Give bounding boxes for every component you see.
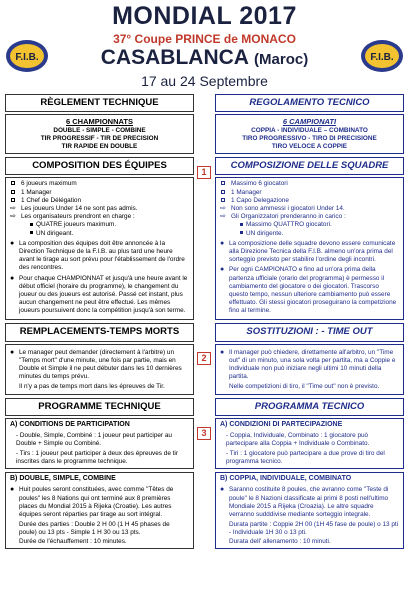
paragraph: ● Huit poules seront constituées, avec comme "Têtes de poules" les 8 Nations qui ont terminé aux 8 premières places du Mondial 2015 à Rijeka (Croatie). Les autres équipes seront réparties par tirage au sort intégral.: [10, 486, 174, 518]
page-title: MONDIAL 2017: [112, 2, 297, 30]
programma-title: PROGRAMMA TECNICO: [215, 398, 404, 416]
list-item: 1 Manager: [220, 189, 399, 197]
square-bullet-icon: [240, 231, 243, 234]
sub-item: UN dirigente.: [220, 230, 399, 238]
paragraph: ● Le manager peut demander (directement à l'arbitre) un "Temps mort" d'une minute, une fois par partie, mais en Double et Simple il ne peut débuter dans les 10 dernières minutes du temps prévu.: [10, 348, 182, 381]
duration-text: Durée des parties : Double 2 H 00 (1 H 45 phases de poule) ou 13 pts - Simple 1 H 30 ou 13 pts.: [19, 521, 170, 537]
paragraph: ● Il manager può chiedere, direttamente all'arbitro, un "Time out" di un minuto, una sola volta per partita, ma a Coppie e Individuale non può iniziare negli ultimi 10 minuti della partita.: [220, 348, 396, 381]
list-item: ⇨ Gli Organizzatori prenderanno in carico :: [220, 212, 346, 221]
section-marker-1: 1: [197, 166, 211, 179]
dot-bullet-icon: ●: [10, 274, 15, 282]
paragraph: ● Per ogni CAMPIONATO e fino ad un'ora prima della partenza ufficiale (orario del programma) è permesso il cambiamento del giocatore o dei giocatori. Trascorso questo tempo, nessun ulteriore cambiamento può essere effettuato. Gli stessi giocatori proseguirano la competizione fino al termine.: [220, 266, 397, 315]
coppia-title: B) COPPIA, INDIVIDUALE, COMBINATO: [220, 475, 352, 483]
checkbox-bullet-icon: [221, 190, 225, 194]
square-bullet-icon: [30, 223, 33, 226]
conditions-title: A) CONDITIONS DE PARTICIPATION: [10, 420, 130, 428]
camp-line: TIRO VELOCE A COPPIE: [271, 143, 348, 151]
camp-line: TIRO PROGRESSIVO - TIRO DI PRECISIONE: [242, 134, 377, 142]
section-marker-2: 2: [197, 352, 211, 365]
remplacements-title: REMPLACEMENTS-TEMPS MORTS: [5, 323, 194, 341]
remplacements-box: [5, 344, 194, 395]
championnats-box: [5, 114, 194, 154]
checkbox-bullet-icon: [11, 198, 15, 202]
campionati-box: [215, 114, 404, 154]
dot-bullet-icon: ●: [220, 266, 225, 274]
dot-bullet-icon: ●: [220, 239, 225, 247]
regolamento-title: REGOLAMENTO TECNICO: [215, 94, 404, 112]
arrow-bullet-icon: ⇨: [10, 204, 16, 212]
checkbox-bullet-icon: [11, 190, 15, 194]
section-marker-3: 3: [197, 427, 211, 440]
conditions-box: [5, 418, 194, 470]
square-bullet-icon: [30, 231, 33, 234]
italian-column: [215, 94, 404, 598]
camp-line: COPPIA - INDIVIDUALE – COMBINATO: [251, 126, 368, 134]
paragraph: - Coppia, Individuale, Combinato : 1 giocatore può partecipare alla Coppia + Individuale o Combinato.: [226, 431, 370, 447]
arrow-bullet-icon: ⇨: [220, 212, 226, 220]
programme-title: PROGRAMME TECHNIQUE: [5, 398, 194, 416]
composizione-title: COMPOSIZIONE DELLE SQUADRE: [215, 157, 404, 175]
list-item: ⇨ Non sono ammessi i giocatori Under 14.: [220, 204, 345, 213]
event-dates: 17 au 24 Septembre: [141, 73, 268, 89]
list-item: 1 Chef de Délégation: [10, 197, 189, 205]
sub-item: UN dirigeant.: [10, 230, 189, 238]
double-simple-box: [5, 472, 194, 548]
page-subtitle: 37° Coupe PRINCE de MONACO: [113, 32, 296, 46]
paragraph: - Tirs : 1 joueur peut participer à deux des épreuves de tir inscrites dans le programme technique.: [16, 450, 178, 466]
campionati-title: 6 CAMPIONATI: [282, 117, 337, 127]
paragraph: ● Pour chaque CHAMPIONNAT et jusqu'à une heure avant le début officiel (horaire du programme), le changement du joueur ou des joueurs est autorisé. Passé cet instant, plus aucun changement ne peut être effectué. Les mêmes joueurs poursuivent donc la compétition jusqu'à son terme.: [10, 274, 188, 315]
champ-line: TIR PROGRESSIF - TIR DE PRECISION: [40, 134, 159, 142]
sostituzioni-box: [215, 344, 404, 395]
square-bullet-icon: [240, 223, 243, 226]
list-item: 1 Manager: [10, 189, 189, 197]
champ-line: DOUBLE - SIMPLE - COMBINE: [53, 126, 146, 134]
paragraph: - Tiri : 1 giocatore può partecipare a due prove di tiro del programma tecnico.: [226, 450, 385, 466]
paragraph: ● La composizione delle squadre devono essere comunicate alla Direzione Tecnica della F.I.B. almeno un'ora prima del sorteggio previsto per stabilire l'ordine degli incontri.: [220, 239, 396, 264]
list-item: Massimo 6 giocatori: [220, 180, 399, 188]
paragraph: ● La composition des équipes doit être annoncée à la Direction Technique de la F.I.B. au plus tard une heure avant le tirage au sort prévu pour l'établissement de l'ordre des rencontres.: [10, 239, 185, 272]
note: Il n'y a pas de temps mort dans les épreuves de Tir.: [19, 383, 165, 391]
dot-bullet-icon: ●: [220, 486, 225, 494]
note: Nelle competizioni di tiro, il "Time out" non è previsto.: [229, 383, 380, 391]
city-name: CASABLANCA: [100, 46, 249, 69]
page-header: [0, 0, 409, 92]
country-name: (Maroc): [254, 51, 309, 68]
list-item: 1 Capo Delegazione: [220, 197, 399, 205]
event-city: [0, 46, 409, 70]
champ-line: TIR RAPIDE EN DOUBLE: [61, 143, 138, 151]
french-column: [5, 94, 194, 598]
dot-bullet-icon: ●: [10, 348, 15, 356]
checkbox-bullet-icon: [11, 181, 15, 185]
coppia-box: [215, 472, 404, 548]
dot-bullet-icon: ●: [10, 486, 15, 494]
checkbox-bullet-icon: [221, 198, 225, 202]
arrow-bullet-icon: ⇨: [10, 212, 16, 220]
double-simple-title: B) DOUBLE, SIMPLE, COMBINE: [10, 475, 116, 483]
championnats-title: 6 CHAMPIONNATS: [66, 117, 133, 127]
arrow-bullet-icon: ⇨: [220, 204, 226, 212]
condizioni-title: A) CONDIZIONI DI PARTECIPAZIONE: [220, 420, 343, 428]
composizione-box: [215, 177, 404, 320]
duration-text: Durata partite : Coppie 2H 00 (1H 45 fase de poule) o 13 pti - Individuale 1H 30 o 13 pti.: [229, 521, 399, 537]
checkbox-bullet-icon: [221, 181, 225, 185]
list-item: ⇨ Les organisateurs prendront en charge :: [10, 212, 135, 221]
list-item: ⇨ Les joueurs Under 14 ne sont pas admis.: [10, 204, 138, 213]
list-item: 6 joueurs maximum: [10, 180, 189, 188]
condizioni-box: [215, 418, 404, 470]
sub-item: Massimo QUATTRO giocatori.: [220, 221, 399, 229]
sub-item: QUATRE joueurs maximum.: [10, 221, 189, 229]
warmup-text: Durata dell' allenamento : 10 minuti.: [229, 537, 331, 545]
dot-bullet-icon: ●: [10, 239, 15, 247]
sostituzioni-title: SOSTITUZIONI : - TIME OUT: [215, 323, 404, 341]
logo-text: F.I.B.: [370, 52, 394, 63]
warmup-text: Durée de l'échauffement : 10 minutes.: [19, 537, 127, 545]
reglement-title: RÈGLEMENT TECHNIQUE: [5, 94, 194, 112]
logo-text: F.I.B.: [15, 52, 39, 63]
paragraph: ● Saranno costituite 8 poules, che avranno come "Teste di poule" le 8 Nazioni classificate ai primi 8 posti nell'ultimo Mondiale 2015 a Rijeka (Croazia). Le altre squadre verranno sudddivise mediante sorteggio integrale.: [220, 486, 389, 518]
fib-logo-right: [360, 38, 404, 74]
paragraph: - Double, Simple, Combiné : 1 joueur peut participer au Double + Simple ou Combiné.: [16, 431, 172, 447]
composition-title: COMPOSITION DES ÉQUIPES: [5, 157, 194, 175]
composition-box: [5, 177, 194, 320]
dot-bullet-icon: ●: [220, 348, 225, 356]
